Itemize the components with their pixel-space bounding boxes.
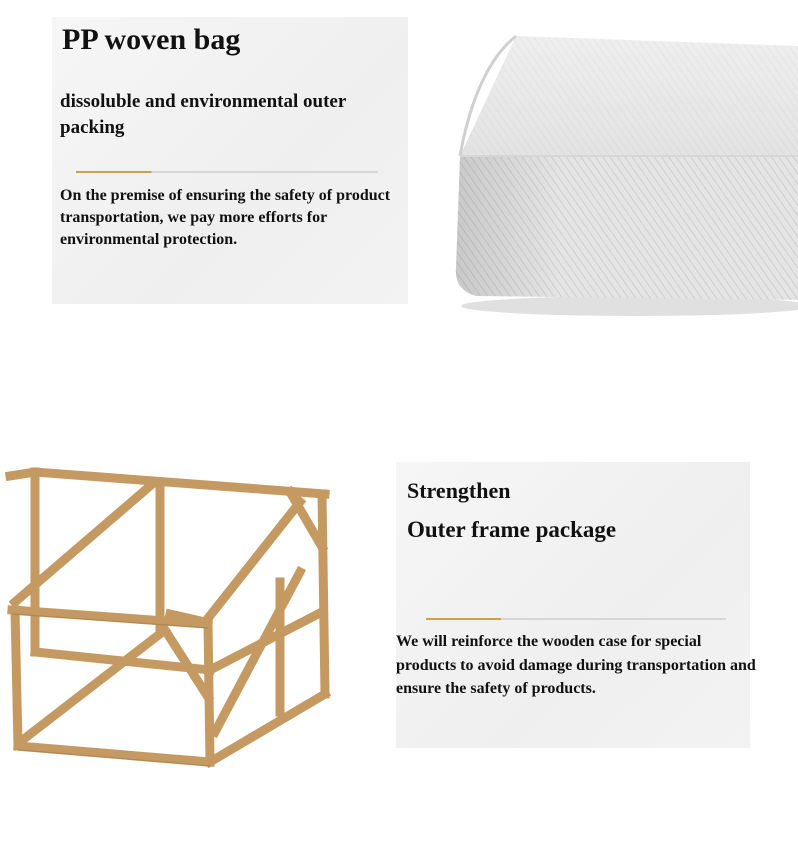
wooden-frame-image [0, 462, 340, 772]
frame-description: We will reinforce the wooden case for special products to avoid damage during transportation and ensure the safety of products. [396, 633, 756, 697]
divider-line [426, 618, 726, 620]
pp-description: On the premise of ensuring the safety of product transportation, we pay more efforts for environmental protection. [60, 187, 391, 248]
pp-subtitle: dissoluble and environmental outer packing [60, 91, 346, 138]
divider-line [76, 171, 378, 173]
pp-title: PP woven bag [62, 23, 241, 56]
mattress-image [446, 28, 798, 318]
frame-title-line2: Outer frame package [407, 517, 617, 542]
frame-title-line1: Strengthen [407, 478, 511, 503]
outer-frame-card [396, 462, 756, 748]
pp-woven-bag-card [52, 17, 408, 304]
